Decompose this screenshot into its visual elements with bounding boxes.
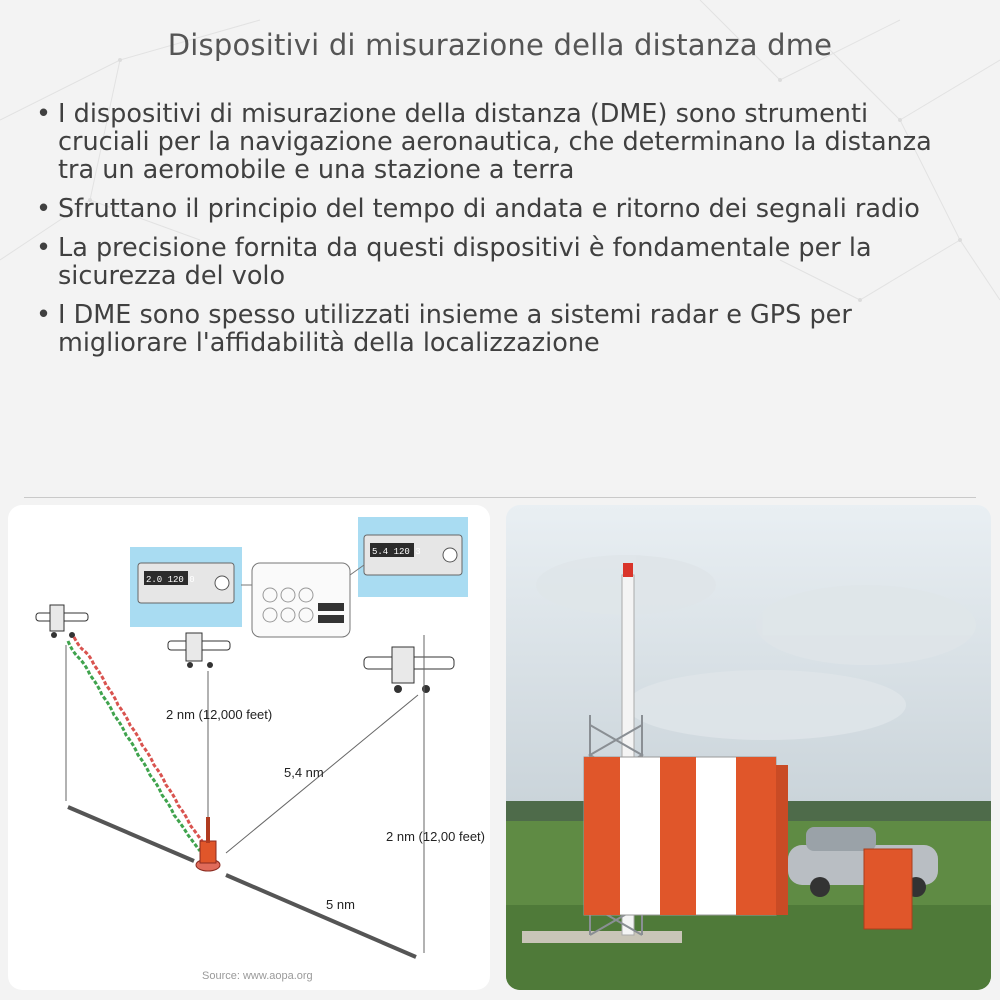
concrete-slab bbox=[522, 931, 682, 943]
airplane-icon bbox=[36, 605, 88, 638]
bullet-text: La precisione fornita da questi dispositivi è fondamentale per la sicurezza del volo bbox=[58, 233, 872, 291]
altitude-label-left: 2 nm (12,000 feet) bbox=[166, 707, 273, 722]
signal-request-line bbox=[74, 637, 206, 847]
beacon-light-icon bbox=[623, 563, 633, 577]
display-readout-left: 2.0 120 0 bbox=[146, 575, 195, 585]
equipment-cabinet bbox=[864, 849, 912, 929]
dme-diagram-panel bbox=[8, 505, 490, 990]
bullet-dot: • bbox=[36, 233, 52, 263]
bullet-dot: • bbox=[36, 300, 52, 330]
display-readout-right: 5.4 120 3 bbox=[372, 547, 421, 557]
signal-reply-line bbox=[68, 641, 200, 851]
section-divider bbox=[24, 497, 976, 498]
knob-icon bbox=[443, 548, 457, 562]
list-item bbox=[34, 195, 964, 223]
source-credit: Source: www.aopa.org bbox=[202, 970, 313, 982]
dme-station-photo bbox=[506, 505, 991, 990]
bullet-dot: • bbox=[36, 99, 52, 129]
bullet-text: I dispositivi di misurazione della distanza (DME) sono strumenti cruciali per la navigazione aeronautica, che determinano la distanza tra un aeromobile e una stazione a terra bbox=[58, 99, 932, 185]
dme-ground-station-icon bbox=[196, 817, 220, 871]
ground-range-label: 5 nm bbox=[326, 897, 355, 912]
page-title: Dispositivi di misurazione della distanza dme bbox=[167, 28, 833, 62]
list-item bbox=[34, 100, 964, 184]
bullet-dot: • bbox=[36, 194, 52, 224]
knob-icon bbox=[215, 576, 229, 590]
station-photo-illustration bbox=[506, 505, 991, 990]
bullet-text: I DME sono spesso utilizzati insieme a sistemi radar e GPS per migliorare l'affidabilità della localizzazione bbox=[58, 300, 852, 358]
dme-diagram bbox=[8, 505, 490, 990]
list-item bbox=[34, 234, 964, 290]
slant-range-label: 5,4 nm bbox=[284, 765, 324, 780]
bullet-list bbox=[34, 100, 964, 368]
airplane-icon bbox=[168, 633, 230, 668]
altitude-label-right: 2 nm (12,00 feet) bbox=[386, 829, 485, 844]
list-item bbox=[34, 301, 964, 357]
ground-range-arrow bbox=[226, 875, 416, 957]
bullet-text: Sfruttano il principio del tempo di andata e ritorno dei segnali radio bbox=[58, 194, 920, 224]
airplane-icon bbox=[364, 647, 454, 693]
equipment-shelter bbox=[584, 757, 788, 915]
